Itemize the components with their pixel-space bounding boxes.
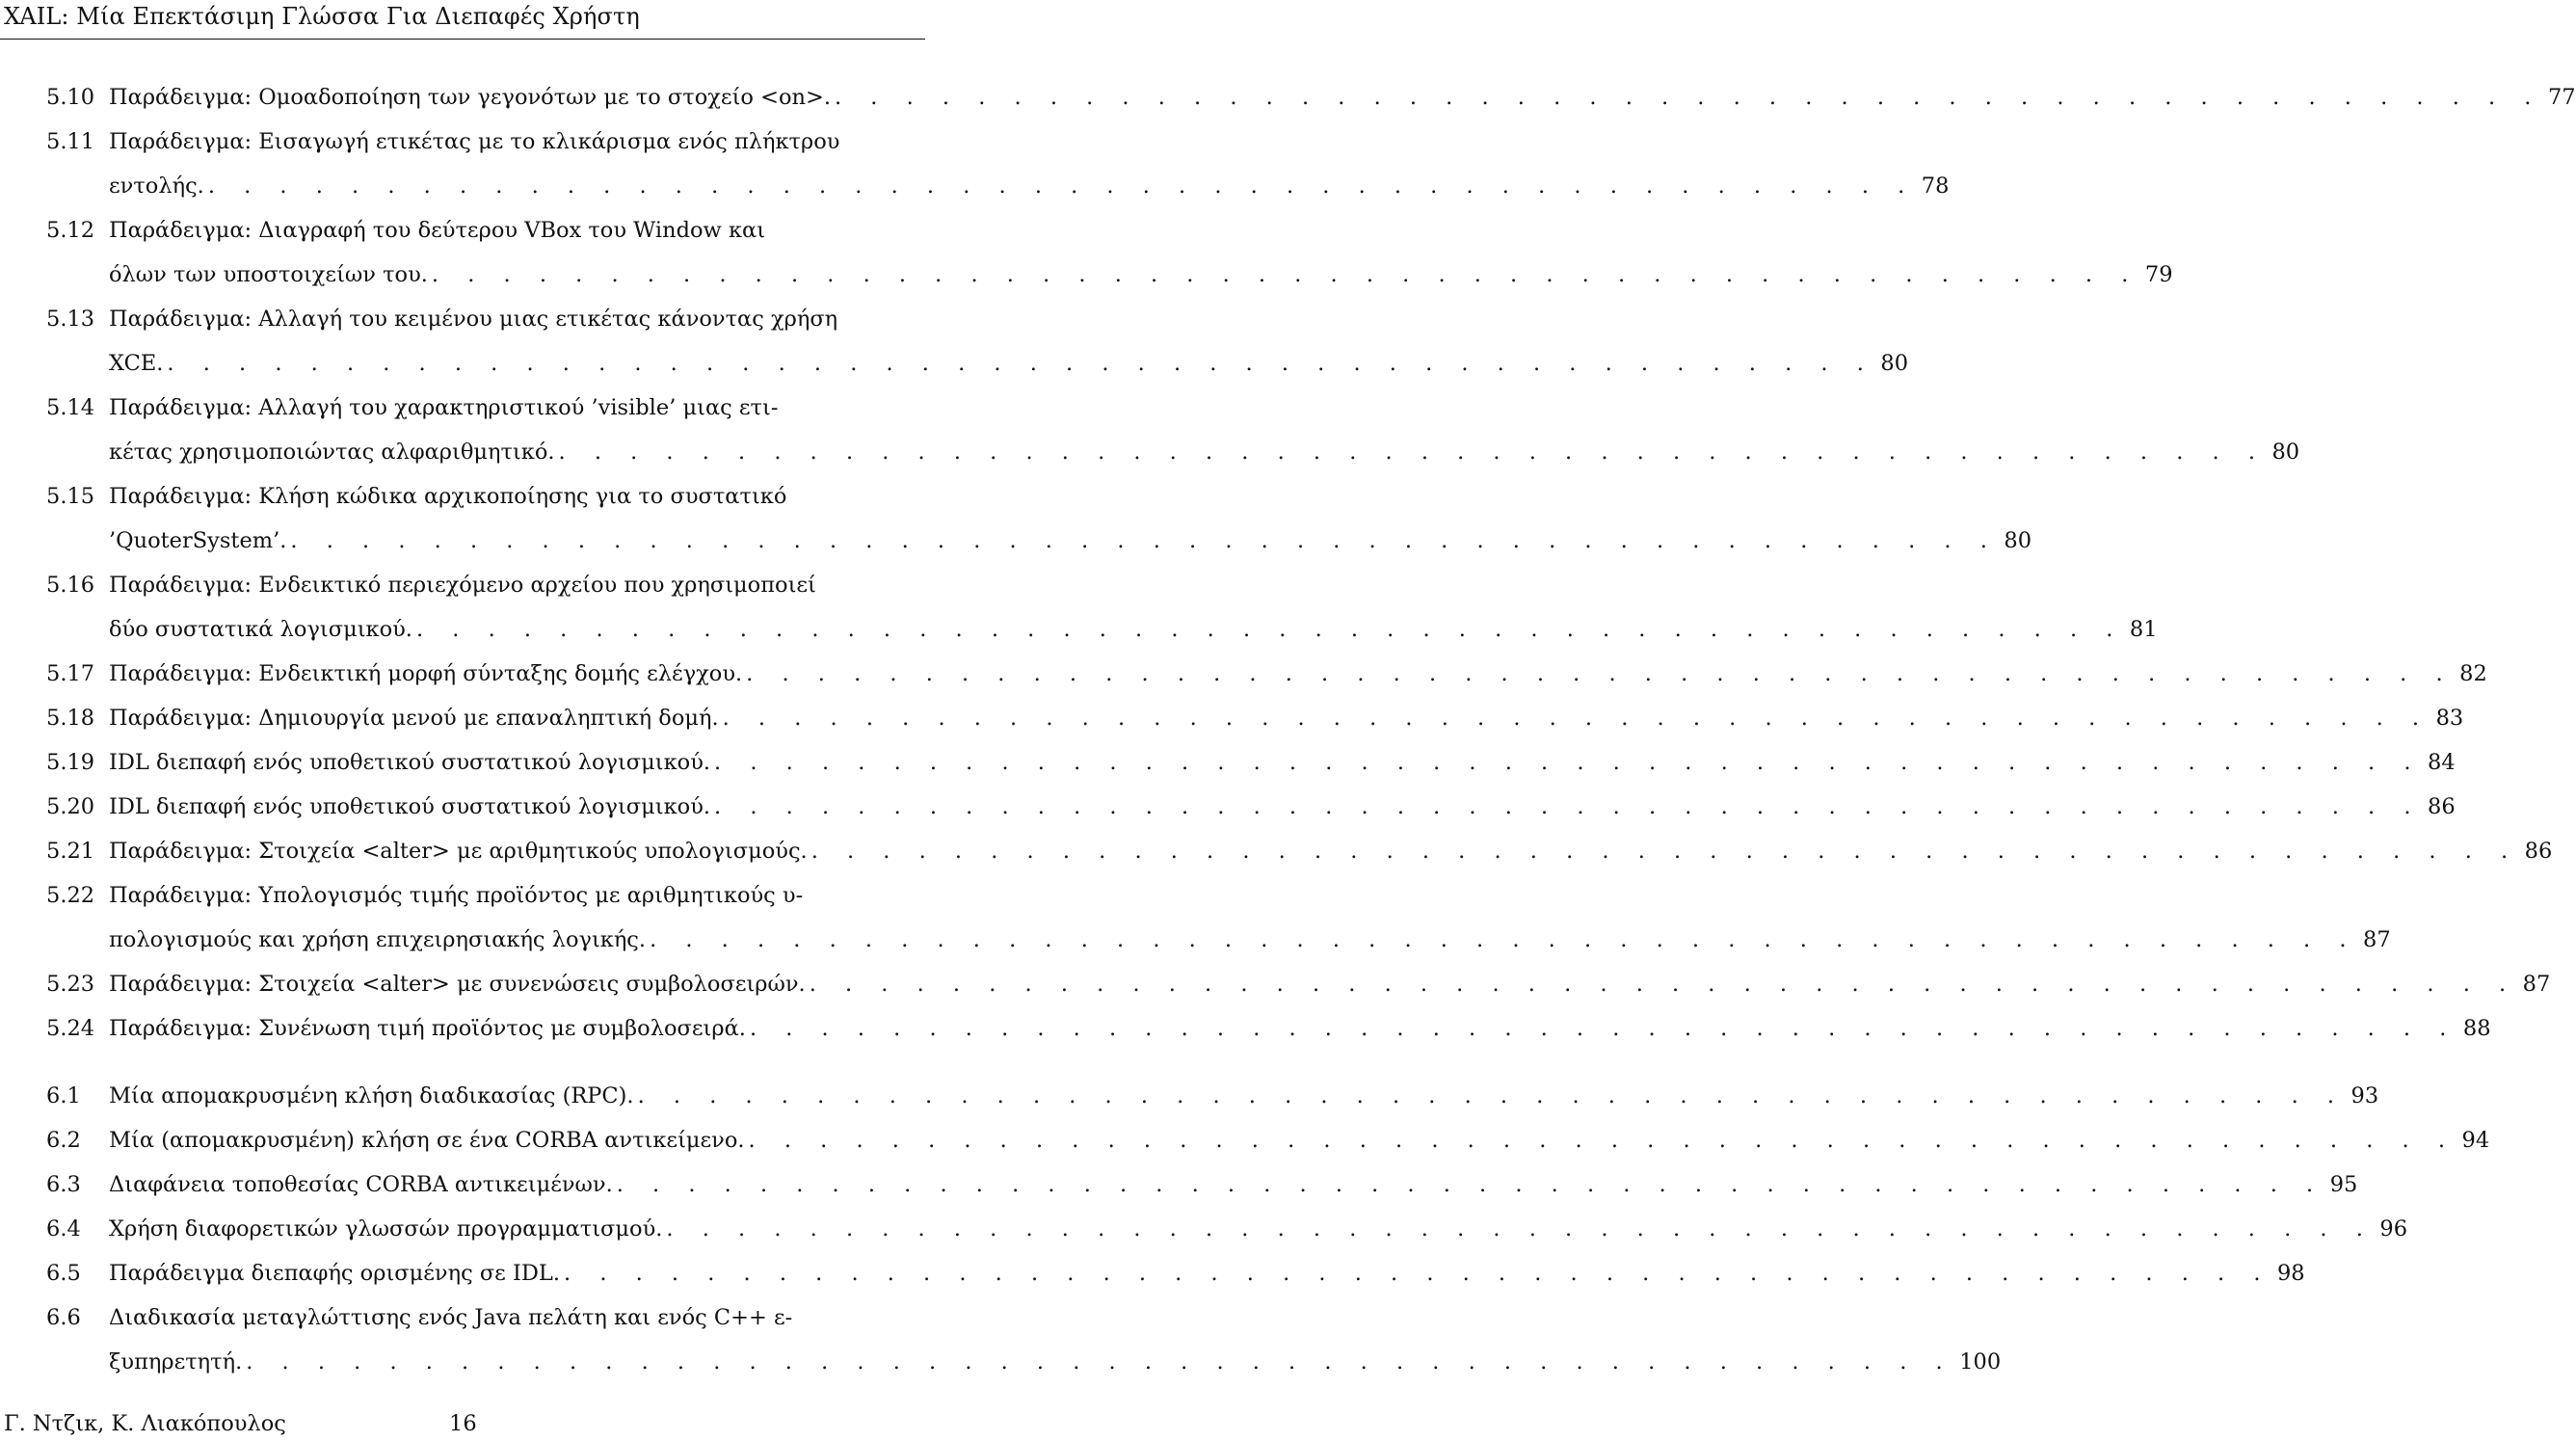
running-header: XAIL: Μία Επεκτάσιμη Γλώσσα Για Διεπαφές Χρήστη [4, 3, 640, 30]
entry-text-line: Παράδειγμα: Κλήση κώδικα αρχικοποίησης για το συστατικό [109, 484, 787, 509]
entry-number: 5.17 [46, 661, 95, 686]
dot-leader: . . . . . . . . . . . . . . . . . . . . . . . . . . . . . . . . . . . . . . . . . . . . . . . . [835, 85, 2542, 110]
entry-text-line: Μία απομακρυσμένη κλήση διαδικασίας (RPC). [109, 1083, 634, 1108]
toc-entry[interactable] [0, 208, 2173, 297]
toc-entry[interactable] [0, 785, 2456, 829]
dot-leader: . . . . . . . . . . . . . . . . . . . . . . . . . . . . . . . . . . . . . . . . . . . . . . . . [666, 1216, 2375, 1242]
entry-number: 5.12 [46, 218, 95, 243]
toc-entry[interactable] [0, 563, 2158, 652]
entry-page-number[interactable]: 84 [2428, 750, 2456, 775]
toc-entry[interactable] [0, 386, 2300, 474]
dot-leader: . . . . . . . . . . . . . . . . . . . . . . . . . . . . . . . . . . . . . . . . . . . . . . . . [810, 839, 2519, 864]
entry-number: 5.16 [46, 573, 95, 598]
toc-entry[interactable] [0, 1251, 2305, 1295]
dot-leader: . . . . . . . . . . . . . . . . . . . . . . . . . . . . . . . . . . . . . . . . . . . . . . . . [714, 750, 2422, 775]
entry-page-number[interactable]: 100 [1959, 1349, 2002, 1375]
entry-page-number[interactable]: 87 [2363, 927, 2391, 952]
toc-entry[interactable] [0, 297, 1909, 386]
entry-page-number[interactable]: 80 [2271, 440, 2300, 465]
entry-text-line: XCE. [109, 351, 164, 376]
entry-number: 5.11 [46, 129, 95, 154]
entry-last-line [109, 1118, 2490, 1162]
entry-page-number[interactable]: 78 [1921, 174, 1950, 199]
toc-entry[interactable] [0, 652, 2487, 696]
entry-number: 5.14 [46, 395, 95, 420]
entry-text-line: Παράδειγμα: Στοιχεία <alter> με αριθμητικούς υπολογισμούς. [109, 839, 808, 864]
entry-last-line [109, 740, 2456, 785]
entry-page-number[interactable]: 80 [1880, 351, 1909, 376]
entry-page-number[interactable]: 86 [2428, 794, 2456, 819]
dot-leader: . . . . . . . . . . . . . . . . . . . . . . . . . . . . . . . . . . . . . . . . . . . . . . . . [558, 440, 2267, 465]
entry-page-number[interactable]: 88 [2462, 1016, 2491, 1041]
entry-last-line [109, 696, 2464, 740]
entry-last-line [109, 1251, 2305, 1295]
toc-entry[interactable] [0, 1207, 2408, 1251]
entry-page-number[interactable]: 82 [2459, 661, 2487, 686]
entry-text-line: δύο συστατικά λογισμικού. [109, 617, 412, 642]
entry-number: 6.1 [46, 1083, 81, 1108]
toc-entry[interactable] [0, 1295, 2002, 1384]
toc-entry[interactable] [0, 474, 2032, 563]
entry-text-line: εντολής. [109, 174, 204, 199]
entry-page-number[interactable]: 95 [2329, 1172, 2358, 1197]
entry-text-line: Μία (απομακρυσμένη) κλήση σε ένα CORBA αντικείμενο. [109, 1128, 745, 1153]
toc-entry[interactable] [0, 1162, 2358, 1207]
entry-number: 5.21 [46, 839, 95, 864]
entry-page-number[interactable]: 77 [2547, 85, 2576, 110]
entry-number: 6.2 [46, 1128, 81, 1153]
entry-page-number[interactable]: 94 [2461, 1128, 2490, 1153]
entry-page-number[interactable]: 79 [2144, 262, 2173, 287]
toc-entry[interactable] [0, 1074, 2379, 1118]
toc-entry[interactable] [0, 120, 1950, 208]
dot-leader: . . . . . . . . . . . . . . . . . . . . . . . . . . . . . . . . . . . . . . . . . . . . . . . . [616, 1172, 2324, 1197]
section-gap [0, 1051, 925, 1074]
entry-text-line: Παράδειγμα: Ενδεικτική μορφή σύνταξης δομής ελέγχου. [109, 661, 743, 686]
entry-text-line: Διαδικασία μεταγλώττισης ενός Java πελάτη και ενός C++ ε- [109, 1305, 793, 1330]
entry-page-number[interactable]: 98 [2276, 1261, 2305, 1286]
entry-number: 5.24 [46, 1016, 95, 1041]
entry-text-line: κέτας χρησιμοποιώντας αλφαριθμητικό. [109, 440, 555, 465]
entry-last-line [109, 1006, 2491, 1051]
entry-text-line: Παράδειγμα: Ενδεικτικό περιεχόμενο αρχείου που χρησιμοποιεί [109, 573, 816, 598]
toc-entry[interactable] [0, 1006, 2491, 1051]
entry-text-line: Παράδειγμα: Στοιχεία <alter> με συνενώσεις συμβολοσειρών. [109, 972, 806, 997]
entry-text-line: Παράδειγμα: Ομοαδοποίηση των γεγονότων με το στοχείο <on>. [109, 85, 831, 110]
entry-text-line: ’QuoterSystem’. [109, 528, 287, 553]
entry-text-line: Παράδειγμα: Δημιουργία μενού με επαναληπτική δομή. [109, 706, 719, 731]
entry-number: 5.10 [46, 85, 95, 110]
toc-entry[interactable] [0, 829, 2553, 873]
header-rule [0, 39, 925, 40]
toc-entry[interactable] [0, 873, 2391, 962]
entry-number: 6.3 [46, 1172, 81, 1197]
toc-entry[interactable] [0, 740, 2456, 785]
entry-number: 6.5 [46, 1261, 81, 1286]
entry-text-line: όλων των υποστοιχείων του. [109, 262, 428, 287]
entry-text-line: Παράδειγμα: Αλλαγή του χαρακτηριστικού ’visible’ μιας ετι- [109, 395, 779, 420]
list-of-figures [0, 75, 2576, 1384]
toc-entry[interactable] [0, 696, 2464, 740]
dot-leader: . . . . . . . . . . . . . . . . . . . . . . . . . . . . . . . . . . . . . . . . . . . . . . . . [207, 174, 1916, 199]
dot-leader: . . . . . . . . . . . . . . . . . . . . . . . . . . . . . . . . . . . . . . . . . . . . . . . . [748, 1128, 2456, 1153]
entry-page-number[interactable]: 86 [2524, 839, 2553, 864]
entry-last-line [109, 1162, 2358, 1207]
entry-number: 5.18 [46, 706, 95, 731]
entry-last-line [109, 253, 2173, 297]
entry-last-line [109, 1074, 2379, 1118]
entry-page-number[interactable]: 83 [2435, 706, 2464, 731]
dot-leader: . . . . . . . . . . . . . . . . . . . . . . . . . . . . . . . . . . . . . . . . . . . . . . . . [290, 528, 1999, 553]
entry-page-number[interactable]: 93 [2350, 1083, 2379, 1108]
dot-leader: . . . . . . . . . . . . . . . . . . . . . . . . . . . . . . . . . . . . . . . . . . . . . . . . [650, 927, 2358, 952]
entry-last-line [109, 430, 2300, 474]
entry-number: 5.20 [46, 794, 95, 819]
entry-page-number[interactable]: 87 [2522, 972, 2551, 997]
entry-text-line: IDL διεπαφή ενός υποθετικού συστατικού λογισμικού. [109, 750, 711, 775]
dot-leader: . . . . . . . . . . . . . . . . . . . . . . . . . . . . . . . . . . . . . . . . . . . . . . . . [722, 706, 2430, 731]
dot-leader: . . . . . . . . . . . . . . . . . . . . . . . . . . . . . . . . . . . . . . . . . . . . . . . . [564, 1261, 2271, 1286]
entry-last-line [109, 519, 2032, 563]
entry-text-line: Παράδειγμα: Διαγραφή του δεύτερου VBox του Window και [109, 218, 766, 243]
entry-number: 5.23 [46, 972, 95, 997]
footer-authors: Γ. Ντζικ, Κ. Λιακόπουλος [4, 1411, 286, 1436]
dot-leader: . . . . . . . . . . . . . . . . . . . . . . . . . . . . . . . . . . . . . . . . . . . . . . . . [637, 1083, 2346, 1108]
entry-last-line [109, 341, 1909, 386]
entry-page-number[interactable]: 81 [2129, 617, 2158, 642]
entry-text-line: Παράδειγμα διεπαφής ορισμένης σε IDL. [109, 1261, 561, 1286]
entry-number: 5.22 [46, 883, 95, 908]
toc-entry[interactable] [0, 1118, 2490, 1162]
entry-text-line: Παράδειγμα: Αλλαγή του κειμένου μιας ετικέτας κάνοντας χρήση [109, 307, 838, 332]
footer-page-number: 16 [449, 1411, 477, 1436]
entry-number: 6.4 [46, 1216, 81, 1242]
toc-entry[interactable] [0, 75, 2576, 120]
entry-last-line [109, 75, 2576, 120]
entry-number: 5.15 [46, 484, 95, 509]
entry-text-line: IDL διεπαφή ενός υποθετικού συστατικού λογισμικού. [109, 794, 711, 819]
entry-last-line [109, 1207, 2408, 1251]
entry-text-line: Παράδειγμα: Συνένωση τιμή προϊόντος με συμβολοσειρά. [109, 1016, 746, 1041]
entry-page-number[interactable]: 96 [2379, 1216, 2408, 1242]
dot-leader: . . . . . . . . . . . . . . . . . . . . . . . . . . . . . . . . . . . . . . . . . . . . . . . . [246, 1349, 1954, 1375]
entry-number: 6.6 [46, 1305, 81, 1330]
entry-last-line [109, 785, 2456, 829]
dot-leader: . . . . . . . . . . . . . . . . . . . . . . . . . . . . . . . . . . . . . . . . . . . . . . . . [431, 262, 2139, 287]
entry-text-line: πολογισμούς και χρήση επιχειρησιακής λογικής. [109, 927, 647, 952]
entry-number: 5.19 [46, 750, 95, 775]
dot-leader: . . . . . . . . . . . . . . . . . . . . . . . . . . . . . . . . . . . . . . . . . . . . . . . . [749, 1016, 2457, 1041]
entry-last-line [109, 164, 1950, 208]
entry-page-number[interactable]: 80 [2004, 528, 2032, 553]
entry-last-line [109, 607, 2158, 652]
toc-entry[interactable] [0, 962, 2551, 1006]
entry-text-line: Διαφάνεια τοποθεσίας CORBA αντικειμένων. [109, 1172, 613, 1197]
entry-last-line [109, 1340, 2002, 1384]
dot-leader: . . . . . . . . . . . . . . . . . . . . . . . . . . . . . . . . . . . . . . . . . . . . . . . . [714, 794, 2422, 819]
dot-leader: . . . . . . . . . . . . . . . . . . . . . . . . . . . . . . . . . . . . . . . . . . . . . . . . [809, 972, 2517, 997]
entry-text-line: Χρήση διαφορετικών γλωσσών προγραμματισμού. [109, 1216, 663, 1242]
entry-text-line: ξυπηρετητή. [109, 1349, 243, 1375]
entry-number: 5.13 [46, 307, 95, 332]
dot-leader: . . . . . . . . . . . . . . . . . . . . . . . . . . . . . . . . . . . . . . . . . . . . . . . . [167, 351, 1875, 376]
entry-last-line [109, 962, 2551, 1006]
entry-last-line [109, 652, 2487, 696]
dot-leader: . . . . . . . . . . . . . . . . . . . . . . . . . . . . . . . . . . . . . . . . . . . . . . . . [746, 661, 2455, 686]
dot-leader: . . . . . . . . . . . . . . . . . . . . . . . . . . . . . . . . . . . . . . . . . . . . . . . . [415, 617, 2124, 642]
entry-text-line: Παράδειγμα: Υπολογισμός τιμής προϊόντος με αριθμητικούς υ- [109, 883, 804, 908]
entry-last-line [109, 829, 2553, 873]
entry-last-line [109, 918, 2391, 962]
entry-text-line: Παράδειγμα: Εισαγωγή ετικέτας με το κλικάρισμα ενός πλήκτρου [109, 129, 840, 154]
